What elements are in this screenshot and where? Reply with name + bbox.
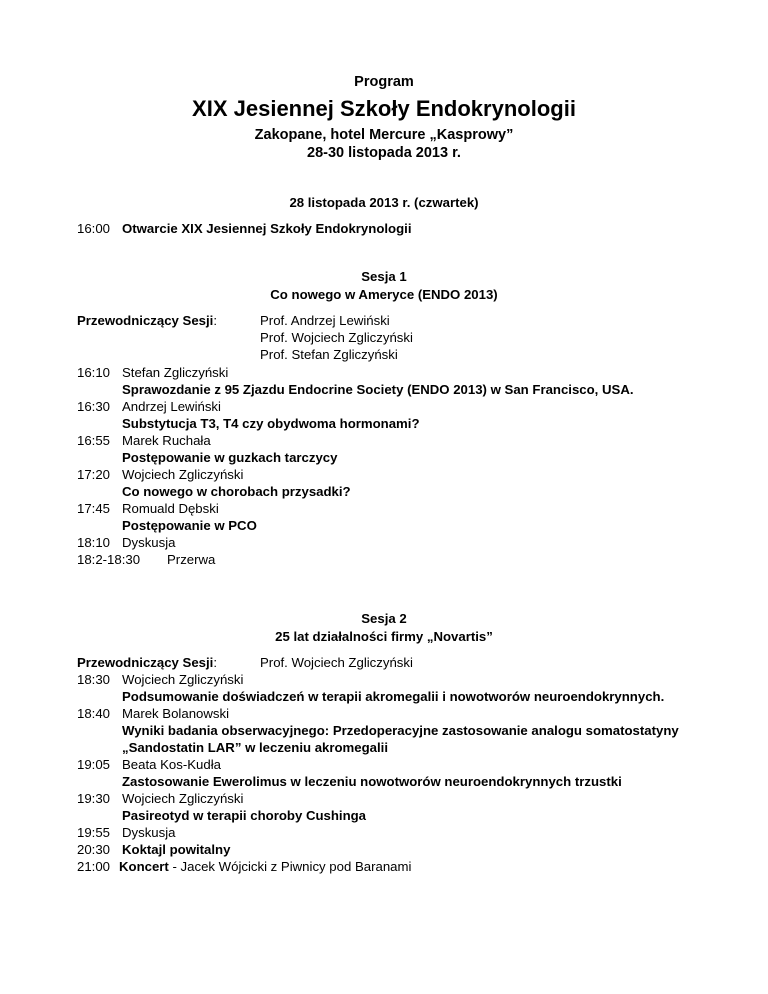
discussion-label: Dyskusja [122, 825, 176, 840]
talk-speaker: Marek Bolanowski [122, 706, 230, 721]
break-time: 18:2-18:30 [77, 552, 141, 567]
session1-chair-3: Prof. Stefan Zgliczyński [260, 347, 398, 362]
talk-speaker: Marek Ruchała [122, 433, 211, 448]
talk-speaker: Andrzej Lewiński [122, 399, 221, 414]
discussion-label: Dyskusja [122, 535, 176, 550]
session1-chair-2: Prof. Wojciech Zgliczyński [260, 330, 413, 345]
cocktail-label: Koktajl powitalny [122, 842, 231, 857]
discussion-time: 19:55 [77, 825, 111, 840]
concert-time: 21:00 [77, 859, 111, 874]
talk-title: Postępowanie w guzkach tarczycy [122, 450, 338, 465]
cocktail-time: 20:30 [77, 842, 111, 857]
talk-time: 18:40 [77, 706, 111, 721]
talk-title: Zastosowanie Ewerolimus w leczeniu nowotworów neuroendokrynnych trzustki [122, 774, 622, 789]
session2-title: 25 lat działalności firmy „Novartis” [275, 629, 493, 644]
talk-speaker: Romuald Dębski [122, 501, 219, 516]
session1-name: Sesja 1 [361, 269, 407, 284]
talk-time: 16:10 [77, 365, 111, 380]
location: Zakopane, hotel Mercure „Kasprowy” [254, 127, 514, 143]
talk-title: Wyniki badania obserwacyjnego: Przedoperacyjne zastosowanie analogu somatostatyny [122, 723, 679, 738]
talk-speaker: Stefan Zgliczyński [122, 365, 229, 380]
dates: 28-30 listopada 2013 r. [307, 145, 461, 161]
talk-title: Co nowego w chorobach przysadki? [122, 484, 351, 499]
day-date: 28 listopada 2013 r. (czwartek) [289, 195, 479, 210]
talk-title-continued: „Sandostatin LAR” w leczeniu akromegalii [122, 740, 389, 755]
talk-title: Postępowanie w PCO [122, 518, 257, 533]
page-title: XIX Jesiennej Szkoły Endokrynologii [192, 96, 576, 121]
talk-time: 16:55 [77, 433, 111, 448]
session1-title: Co nowego w Ameryce (ENDO 2013) [270, 287, 498, 302]
break-label: Przerwa [167, 552, 216, 567]
session2-chair: Prof. Wojciech Zgliczyński [260, 655, 413, 670]
session2-chairs-label: Przewodniczący Sesji: [77, 655, 218, 670]
talk-speaker: Wojciech Zgliczyński [122, 672, 244, 687]
talk-title: Pasireotyd w terapii choroby Cushinga [122, 808, 367, 823]
talk-time: 19:30 [77, 791, 111, 806]
concert-line [119, 858, 411, 875]
talk-time: 17:20 [77, 467, 111, 482]
talk-time: 18:30 [77, 672, 111, 687]
talk-speaker: Wojciech Zgliczyński [122, 467, 244, 482]
opening-title: Otwarcie XIX Jesiennej Szkoły Endokrynologii [122, 221, 412, 236]
opening-time: 16:00 [77, 221, 111, 236]
session2-name: Sesja 2 [361, 611, 407, 626]
talk-time: 16:30 [77, 399, 111, 414]
concert-detail: - Jacek Wójcicki z Piwnicy pod Baranami [168, 859, 412, 874]
talk-speaker: Beata Kos-Kudła [122, 757, 221, 772]
talk-time: 17:45 [77, 501, 111, 516]
talk-title: Sprawozdanie z 95 Zjazdu Endocrine Society (ENDO 2013) w San Francisco, USA. [122, 382, 634, 397]
session1-chair-1: Prof. Andrzej Lewiński [260, 313, 390, 328]
program-label: Program [354, 74, 414, 90]
discussion-time: 18:10 [77, 535, 111, 550]
talk-time: 19:05 [77, 757, 111, 772]
talk-speaker: Wojciech Zgliczyński [122, 791, 244, 806]
concert-label: Koncert [119, 859, 169, 874]
talk-title: Podsumowanie doświadczeń w terapii akromegalii i nowotworów neuroendokrynnych. [122, 689, 665, 704]
session1-chairs-label: Przewodniczący Sesji: [77, 313, 218, 328]
talk-title: Substytucja T3, T4 czy obydwoma hormonami? [122, 416, 420, 431]
